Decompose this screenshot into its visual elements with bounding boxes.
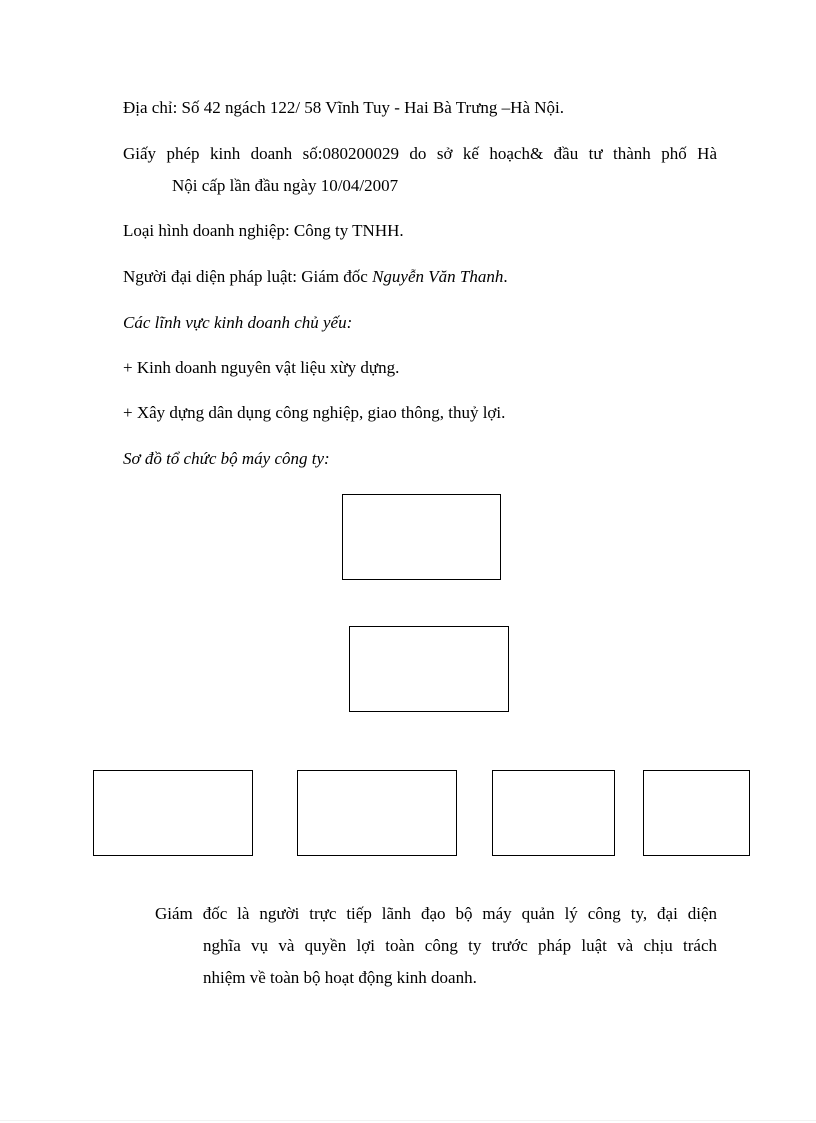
license-line-1: Giấy phép kinh doanh số:080200029 do sở kế hoạch& đầu tư thành phố Hà (123, 144, 717, 163)
representative-suffix: . (503, 267, 508, 286)
representative-name: Nguyễn Văn Thanh (372, 267, 504, 286)
license-line-2: Nội cấp lần đầu ngày 10/04/2007 (172, 176, 399, 195)
org-chart-box-bottom-1 (93, 770, 253, 856)
director-desc-line-2: nghĩa vụ và quyền lợi toàn công ty trước pháp luật và chịu trách (203, 936, 717, 955)
page-bottom-edge (0, 1120, 816, 1121)
director-desc-line-3: nhiệm về toàn bộ hoạt động kinh doanh. (203, 968, 477, 987)
org-chart-box-bottom-3 (492, 770, 615, 856)
org-chart-box-bottom-4 (643, 770, 750, 856)
address-line: Địa chỉ: Số 42 ngách 122/ 58 Vĩnh Tuy - Hai Bà Trưng –Hà Nội. (123, 98, 564, 117)
director-description-cont (203, 936, 717, 956)
business-field-2: + Xây dựng dân dụng công nghiệp, giao thông, thuỷ lợi. (123, 403, 506, 422)
director-desc-line-1: Giám đốc là người trực tiếp lãnh đạo bộ máy quản lý công ty, đại diện (155, 904, 717, 923)
org-chart-box-middle (349, 626, 509, 712)
license-paragraph (123, 144, 717, 164)
org-chart-heading: Sơ đồ tổ chức bộ máy công ty: (123, 449, 330, 468)
business-type-line: Loại hình doanh nghiệp: Công ty TNHH. (123, 221, 404, 240)
representative-line (123, 267, 508, 287)
org-chart-box-bottom-2 (297, 770, 457, 856)
business-field-1: + Kinh doanh nguyên vật liệu xừy dựng. (123, 358, 400, 377)
org-chart-box-top (342, 494, 501, 580)
main-fields-heading: Các lĩnh vực kinh doanh chủ yếu: (123, 313, 353, 332)
representative-prefix: Người đại diện pháp luật: Giám đốc (123, 267, 373, 286)
director-description (155, 904, 717, 924)
